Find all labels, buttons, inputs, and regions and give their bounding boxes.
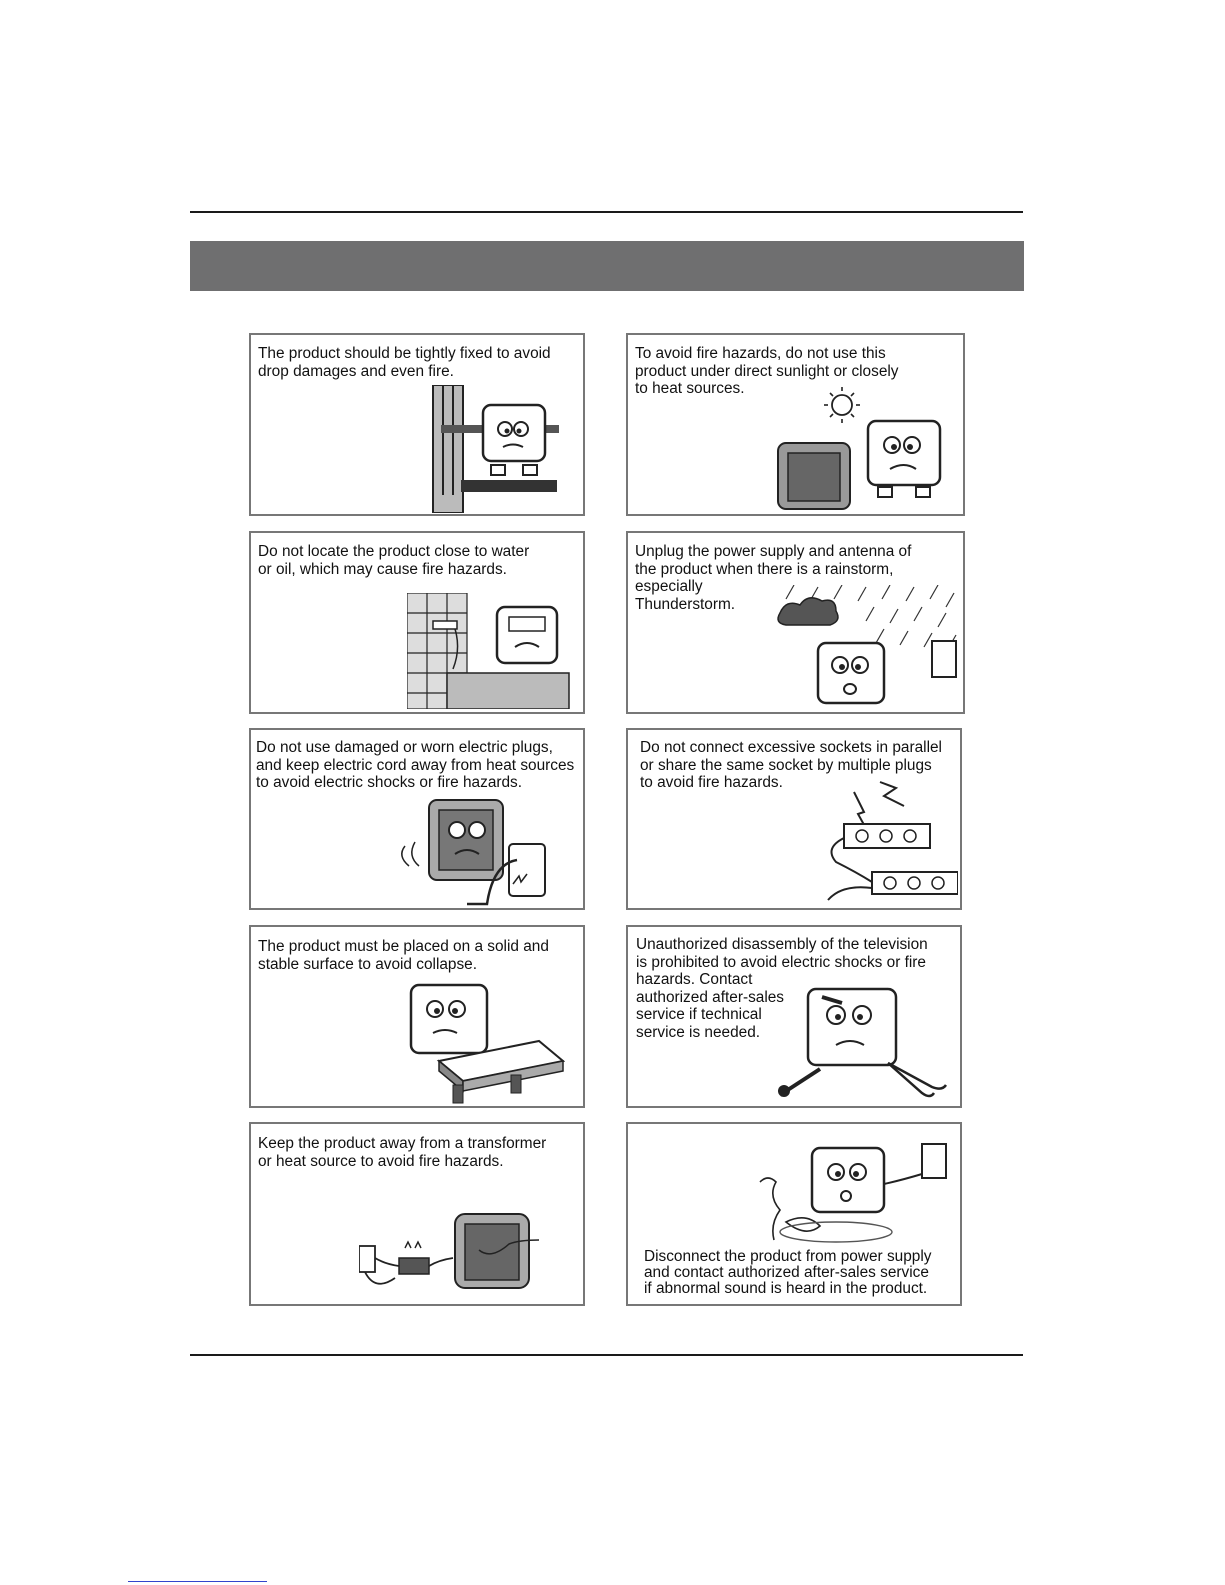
safety-card-transformer — [249, 1122, 585, 1306]
tv-abnormal-sound-illustration — [746, 1134, 952, 1244]
tv-sun-heater-illustration — [776, 387, 956, 512]
safety-card-stable-surface — [249, 925, 585, 1108]
top-rule — [190, 211, 1023, 213]
card-text: Do not use damaged or worn electric plugs, and keep electric cord away from heat sources to avoid electric shocks or fire hazards. — [256, 739, 575, 792]
card-text: The product should be tightly fixed to avoid drop damages and even fire. — [258, 345, 551, 380]
safety-card-sunlight — [626, 333, 965, 516]
card-text: Keep the product away from a transformer or heat source to avoid fire hazards. — [258, 1135, 547, 1170]
safety-card-sockets — [626, 728, 962, 910]
card-text: Unplug the power supply and antenna of the product when there is a rainstorm, especially Thunderstorm. — [635, 543, 912, 613]
card-text: Unauthorized disassembly of the television is prohibited to avoid electric shocks or fire hazards. Contact authorized after-sales service if technical service is needed. — [636, 936, 928, 1041]
tv-on-table-illustration — [405, 981, 565, 1105]
card-text: Do not locate the product close to water or oil, which may cause fire hazards. — [258, 543, 530, 578]
safety-card-thunderstorm — [626, 531, 965, 714]
section-banner — [190, 241, 1024, 291]
tv-repair-tools-illustration — [778, 983, 958, 1105]
safety-card-water — [249, 531, 585, 714]
safety-card-abnormal-sound — [626, 1122, 962, 1306]
safety-card-wall-mount — [249, 333, 585, 516]
overloaded-sockets-illustration — [824, 772, 958, 902]
tv-thunderstorm-illustration — [774, 585, 960, 709]
transformer-heater-illustration — [359, 1208, 559, 1304]
safety-card-damaged-plug — [249, 728, 585, 910]
tv-near-water-illustration — [407, 593, 571, 709]
damaged-plug-illustration — [395, 798, 555, 908]
card-text: The product must be placed on a solid and stable surface to avoid collapse. — [258, 938, 549, 973]
card-text: Disconnect the product from power supply and contact authorized after-sales service if abnormal sound is heard in the product. — [644, 1248, 932, 1297]
tv-fixed-to-wall-illustration — [431, 385, 581, 513]
page-link-underline[interactable] — [128, 1581, 267, 1582]
safety-card-disassembly — [626, 925, 962, 1108]
card-text: To avoid fire hazards, do not use this product under direct sunlight or closely to heat sources. — [635, 345, 899, 398]
bottom-rule — [190, 1354, 1023, 1356]
card-text: Do not connect excessive sockets in parallel or share the same socket by multiple plugs to avoid fire hazards. — [640, 739, 942, 792]
